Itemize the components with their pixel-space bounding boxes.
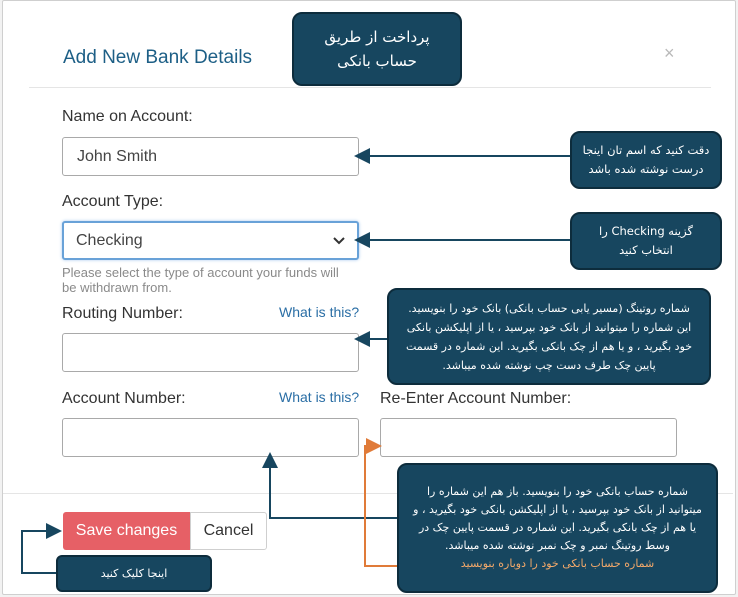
account-arrow xyxy=(270,456,397,518)
close-icon[interactable]: × xyxy=(664,43,675,63)
save-arrow xyxy=(22,531,58,573)
save-changes-button[interactable]: Save changes xyxy=(63,512,190,550)
save-callout xyxy=(56,555,212,592)
account-what-is-this-link[interactable]: What is this? xyxy=(279,389,360,405)
cancel-button[interactable]: Cancel xyxy=(190,512,267,550)
name-callout xyxy=(570,131,722,189)
title-callout-text: پرداخت از طریق حساب بانکی xyxy=(324,28,430,70)
title-callout xyxy=(292,12,462,86)
save-callout-text: اینجا کلیک کنید xyxy=(100,566,168,580)
account-type-label: Account Type: xyxy=(62,193,164,210)
type-callout xyxy=(570,212,722,270)
modal-title: Add New Bank Details xyxy=(63,47,253,68)
account-number-label: Account Number: xyxy=(62,390,186,407)
reenter-arrow xyxy=(365,446,397,566)
account-callout-text: شماره حساب بانکی خود را بنویسید. باز هم این شماره را میتوانید از بانک خود بپرسید ، یا از اپلیکشن بانکی خود بگیرید ، و یا هم از چک بانکی بگیرید. این شماره در قسمت پایین چک در وسط روتینگ نمبر و چک نمبر نوشته شده میباشد. xyxy=(413,485,702,552)
name-label: Name on Account: xyxy=(62,108,193,125)
account-callout xyxy=(397,463,718,593)
name-callout-text: دقت کنید که اسم تان اینجا درست نوشته شده باشد xyxy=(582,143,710,176)
routing-callout xyxy=(387,288,711,385)
account-callout-emphasis: شماره حساب بانکی خود را دوباره بنویسید xyxy=(460,557,655,570)
reenter-account-label: Re-Enter Account Number: xyxy=(380,390,572,407)
account-type-value: Checking xyxy=(76,231,143,249)
routing-what-is-this-link[interactable]: What is this? xyxy=(279,304,360,320)
routing-callout-text: شماره روتینگ (مسیر یابی حساب بانکی) بانک خود را بنویسید. این شماره را میتوانید از بانک خود بپرسید ، یا از اپلیکشن بانکی خود بگیرید ، و یا هم از چک بانکی بگیرید. این شماره در قسمت پایین چک طرف دست چپ نوشته شده میباشد. xyxy=(405,301,693,372)
type-callout-text: گزینه Checking را انتخاب کنید xyxy=(599,224,693,257)
routing-label: Routing Number: xyxy=(62,305,183,322)
account-type-help: Please select the type of account your funds will be withdrawn from. xyxy=(62,265,339,295)
